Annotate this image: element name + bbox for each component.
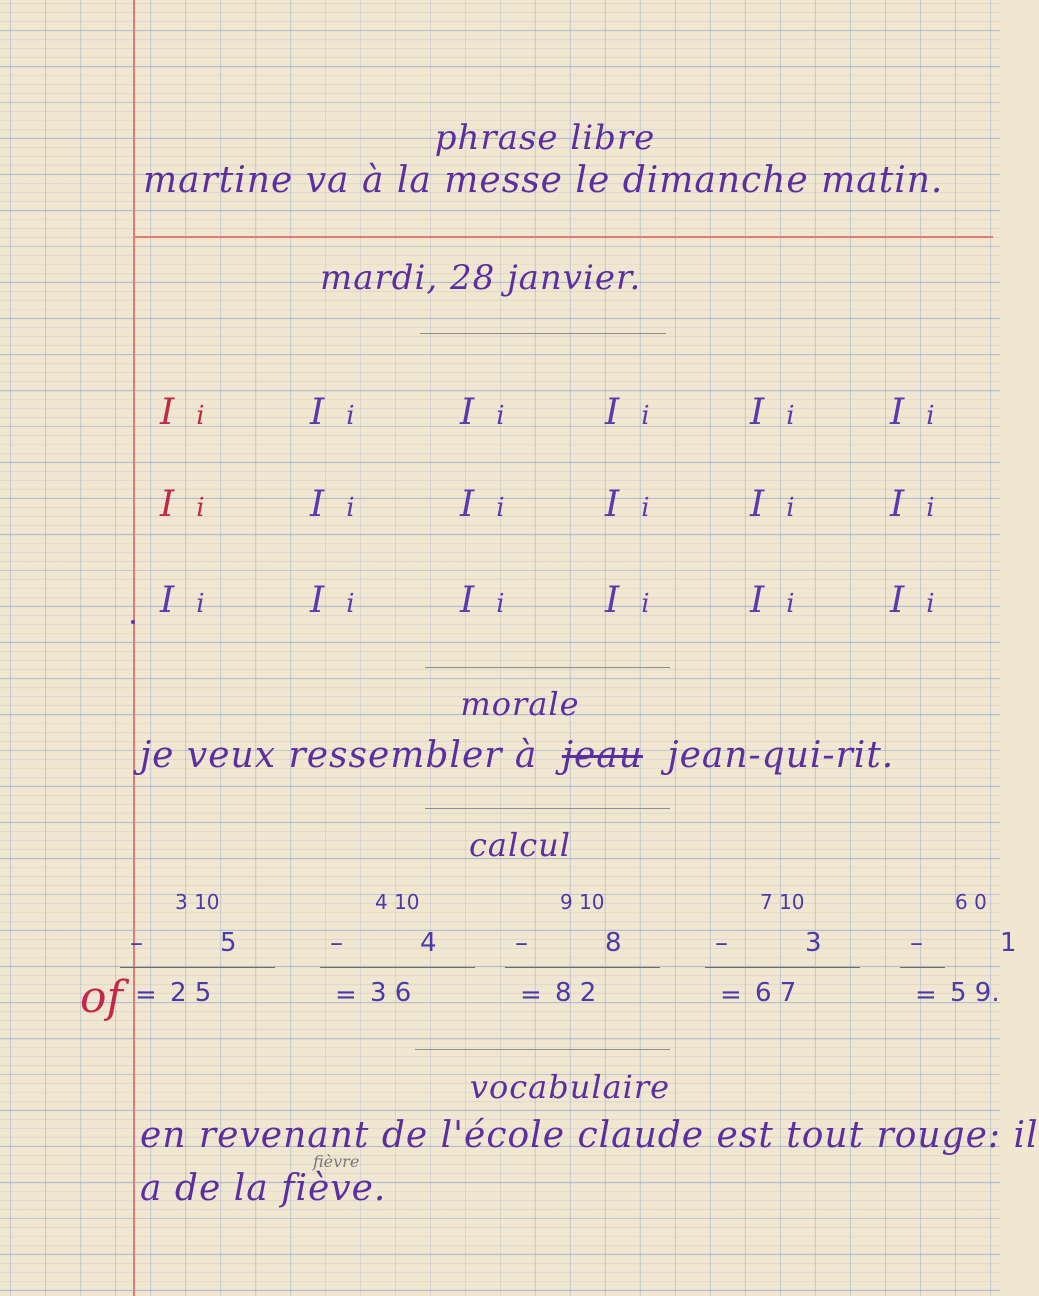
letter-pair	[605, 580, 650, 621]
capital-letter: I	[310, 580, 325, 621]
letter-pair	[750, 392, 795, 433]
lower-letter: i	[641, 401, 650, 431]
heading-calcul: calcul	[469, 826, 571, 864]
calc-minus-sign: –	[910, 928, 923, 958]
calc-sum-line	[320, 967, 475, 968]
capital-letter: I	[310, 392, 325, 433]
lower-letter: i	[496, 493, 505, 523]
letter-pair	[310, 484, 355, 525]
lower-letter: i	[196, 401, 205, 431]
capital-letter: I	[460, 484, 475, 525]
letter-pair	[160, 580, 205, 621]
capital-letter: I	[890, 580, 905, 621]
calc-minus-sign: –	[515, 928, 528, 958]
letter-pair	[890, 392, 935, 433]
lower-letter: i	[641, 589, 650, 619]
vocabulaire-line-2: a de la fiève.	[140, 1168, 387, 1209]
letter-pair	[890, 580, 935, 621]
capital-letter: I	[605, 484, 620, 525]
letter-pair	[460, 392, 505, 433]
calc-equals-sign: =	[720, 980, 742, 1010]
calc-top-number: 7 10	[760, 890, 805, 914]
letter-row-1	[160, 392, 990, 432]
calc-minus-sign: –	[130, 928, 143, 958]
capital-letter: I	[160, 580, 175, 621]
letter-row-2	[160, 484, 990, 524]
calc-equals-sign: =	[915, 980, 937, 1010]
lower-letter: i	[786, 493, 795, 523]
lower-letter: i	[926, 589, 935, 619]
lower-letter: i	[346, 589, 355, 619]
calcul-underline	[415, 1049, 670, 1050]
calc-top-number: 9 10	[560, 890, 605, 914]
calc-sum-line	[505, 967, 660, 968]
letter-pair	[750, 484, 795, 525]
calc-sum-line	[120, 967, 275, 968]
calc-result: 8 2	[555, 978, 597, 1008]
calc-subtrahend: 1	[1000, 928, 1017, 958]
capital-letter: I	[460, 580, 475, 621]
lower-letter: i	[196, 589, 205, 619]
lower-letter: i	[346, 401, 355, 431]
capital-letter: I	[750, 484, 765, 525]
phrase-sentence: martine va à la messe le dimanche matin.	[143, 160, 944, 201]
heading-phrase-libre: phrase libre	[434, 118, 656, 158]
section-divider-red	[133, 236, 993, 238]
calc-minus-sign: –	[330, 928, 343, 958]
margin-line	[133, 0, 135, 1296]
calc-result: 2 5	[170, 978, 212, 1008]
letter-pair	[605, 484, 650, 525]
lower-letter: i	[346, 493, 355, 523]
capital-letter: I	[605, 580, 620, 621]
calc-subtrahend: 4	[420, 928, 437, 958]
letter-pair	[160, 484, 205, 525]
letter-pair	[460, 484, 505, 525]
capital-letter: I	[890, 484, 905, 525]
grade-mark: of	[80, 972, 123, 1023]
letter-pair	[310, 580, 355, 621]
lower-letter: i	[786, 589, 795, 619]
capital-letter: I	[160, 392, 175, 433]
lower-letter: i	[926, 493, 935, 523]
morale-sentence	[140, 735, 894, 776]
capital-letter: I	[310, 484, 325, 525]
capital-letter: I	[750, 392, 765, 433]
lower-letter: i	[196, 493, 205, 523]
calc-subtrahend: 5	[220, 928, 237, 958]
lower-letter: i	[496, 401, 505, 431]
letter-row-3	[160, 580, 990, 620]
morale-underline	[425, 808, 670, 809]
calc-subtrahend: 8	[605, 928, 622, 958]
lower-letter: i	[786, 401, 795, 431]
heading-morale: morale	[460, 685, 580, 723]
letter-pair	[890, 484, 935, 525]
letter-pair	[460, 580, 505, 621]
calc-subtrahend: 3	[805, 928, 822, 958]
lower-letter: i	[641, 493, 650, 523]
letter-pair	[605, 392, 650, 433]
lower-letter: i	[926, 401, 935, 431]
morale-struck-word: jeau	[561, 735, 643, 776]
calc-top-number: 4 10	[375, 890, 420, 914]
capital-letter: I	[160, 484, 175, 525]
calc-result: 3 6	[370, 978, 412, 1008]
calc-equals-sign: =	[520, 980, 542, 1010]
calc-minus-sign: –	[715, 928, 728, 958]
calc-result: 6 7	[755, 978, 797, 1008]
calc-result: 5 9.	[950, 978, 1000, 1008]
heading-vocabulaire: vocabulaire	[469, 1068, 671, 1106]
calc-sum-line	[705, 967, 860, 968]
letters-underline	[425, 667, 670, 668]
calc-equals-sign: =	[335, 980, 357, 1010]
capital-letter: I	[460, 392, 475, 433]
date-line: mardi, 28 janvier.	[320, 258, 642, 298]
calc-top-number: 6 0	[955, 890, 987, 914]
letter-pair	[160, 392, 205, 433]
lower-letter: i	[496, 589, 505, 619]
teacher-correction: fièvre	[313, 1152, 360, 1171]
letter-pair	[310, 392, 355, 433]
date-underline	[420, 333, 666, 334]
margin-dot	[131, 620, 135, 624]
capital-letter: I	[605, 392, 620, 433]
capital-letter: I	[890, 392, 905, 433]
letter-pair	[750, 580, 795, 621]
morale-text-before: je veux ressembler à	[140, 735, 538, 776]
calc-equals-sign: =	[135, 980, 157, 1010]
capital-letter: I	[750, 580, 765, 621]
calc-top-number: 3 10	[175, 890, 220, 914]
morale-text-after: jean-qui-rit.	[667, 735, 895, 776]
calc-sum-line	[900, 967, 945, 968]
vocabulaire-line-1: en revenant de l'école claude est tout rouge: il	[140, 1115, 1039, 1156]
